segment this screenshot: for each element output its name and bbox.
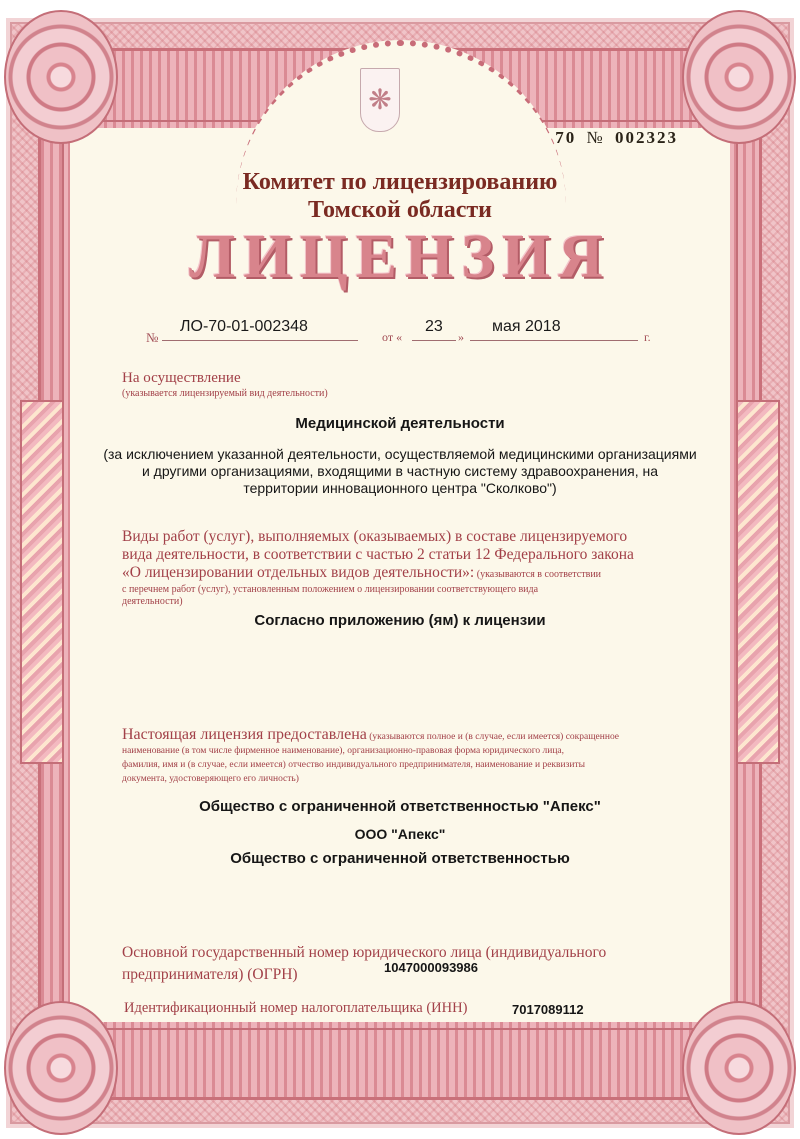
rosette-ornament-top-left: [4, 10, 118, 144]
licensee-hint-line-3: фамилия, имя и (в случае, если имеется) отчество индивидуального предпринимателя, наименование и реквизиты: [122, 760, 585, 770]
licensee-hint-line-4: документа, удостоверяющего его личность): [122, 774, 299, 784]
month-underline: [470, 340, 638, 341]
activity-value: Медицинской деятельности: [295, 415, 505, 432]
serial-sign: №: [586, 128, 605, 147]
activity-label: На осуществление: [122, 370, 241, 386]
serial-prefix: 70: [555, 128, 577, 147]
works-label: [122, 528, 682, 608]
coat-of-arms-icon: ❋: [360, 68, 400, 132]
document-title: ЛИЦЕНЗИЯ: [189, 223, 611, 291]
rosette-ornament-top-right: [682, 10, 796, 144]
day-underline: [412, 340, 456, 341]
activity-exclusion: [0, 446, 800, 497]
exclusion-line-2: и другими организациями, входящими в частную систему здравоохранения, на: [141, 463, 659, 479]
date-day: 23: [425, 318, 443, 335]
works-value: Согласно приложению (ям) к лицензии: [254, 612, 546, 629]
rosette-ornament-bottom-right: [682, 1001, 796, 1135]
licensee-label: Настоящая лицензия предоставлена: [122, 726, 367, 743]
date-prefix: от «: [382, 330, 403, 344]
exclusion-line-3: территории инновационного центра "Сколково"): [243, 480, 557, 496]
issuer-heading: [0, 168, 800, 224]
inn-label: Идентификационный номер налогоплательщика (ИНН): [124, 1000, 468, 1016]
licensee-hint-line-1: (указываются полное и (в случае, если имеется) сокращенное: [366, 732, 620, 742]
licensee-legal-form: Общество с ограниченной ответственностью: [230, 850, 570, 867]
date-suffix: г.: [644, 330, 651, 344]
number-label: №: [146, 330, 159, 345]
serial-number: 002323: [615, 128, 678, 147]
inn-value: 7017089112: [512, 1002, 584, 1017]
works-hint-line-3: деятельности): [122, 596, 183, 607]
works-hint-line-1: (указываются в соответствии: [474, 569, 602, 580]
activity-hint: (указывается лицензируемый вид деятельности): [122, 388, 328, 399]
number-underline: [162, 340, 358, 341]
works-label-line-1: Виды работ (услуг), выполняемых (оказываемых) в составе лицензируемого: [122, 528, 628, 545]
exclusion-line-1: (за исключением указанной деятельности, осуществляемой медицинскими организациями: [103, 446, 697, 462]
licensee-label-block: [122, 728, 682, 786]
ogrn-label-line-2: предпринимателя) (ОГРН): [122, 966, 298, 983]
date-month-year: мая 2018: [492, 318, 561, 335]
ogrn-value: 1047000093986: [384, 960, 478, 975]
works-label-line-2: вида деятельности, в соответствии с частью 2 статьи 12 Федерального закона: [122, 546, 634, 563]
date-close: »: [458, 330, 464, 344]
works-hint-line-2: с перечнем работ (услуг), установленным положением о лицензировании соответствующего вида: [122, 584, 539, 595]
issuer-line-1: Комитет по лицензированию: [242, 169, 558, 195]
licensee-full-name: Общество с ограниченной ответственностью "Апекс": [199, 798, 601, 815]
rosette-ornament-bottom-left: [4, 1001, 118, 1135]
licensee-hint-line-2: наименование (в том числе фирменное наименование), организационно-правовая форма юридического лица,: [122, 746, 565, 756]
licensee-short-name: ООО "Апекс": [354, 826, 446, 842]
form-serial-number: [555, 128, 678, 148]
issuer-line-2: Томской области: [308, 197, 492, 223]
ogrn-label-line-1: Основной государственный номер юридического лица (индивидуального: [122, 944, 607, 961]
license-number: ЛО-70-01-002348: [180, 318, 308, 335]
works-label-line-3: «О лицензировании отдельных видов деятельности»:: [122, 564, 475, 581]
